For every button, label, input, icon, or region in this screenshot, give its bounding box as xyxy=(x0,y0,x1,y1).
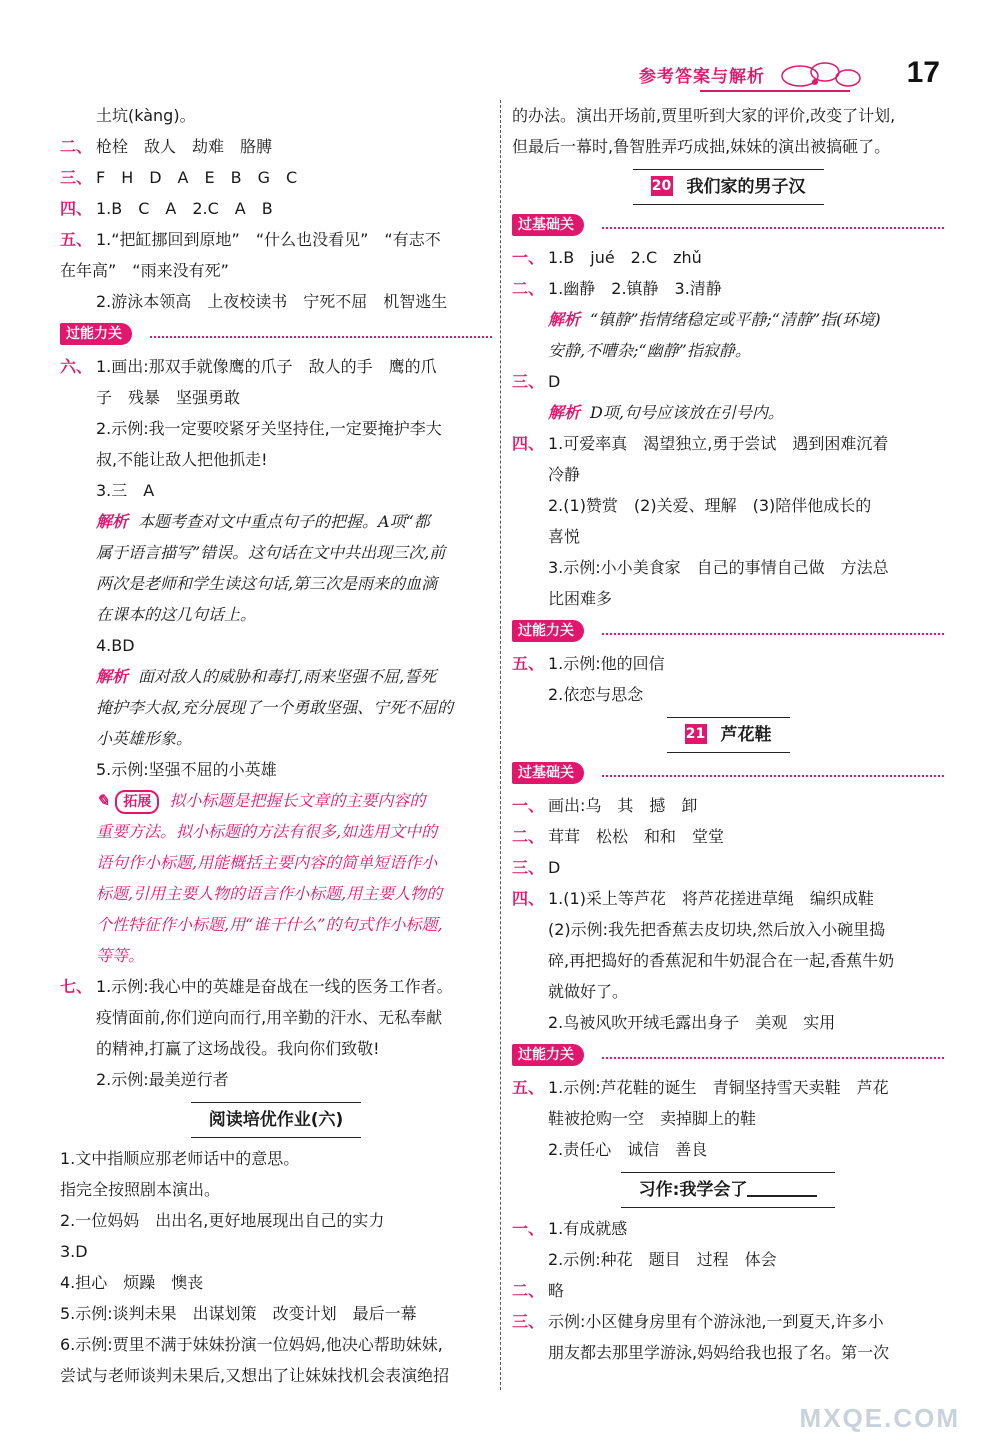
reading-answer: 1.文中指顺应那老师话中的意思。 xyxy=(60,1149,300,1168)
text-line: 但最后一幕时,鲁智胜弄巧成拙,妹妹的演出被搞砸了。 xyxy=(512,137,891,156)
extension-block: ✎ 拓展 拟小标题是把握长文章的主要内容的 xyxy=(60,785,492,816)
reading-answer: 5.示例:谈判未果 出谋划策 改变计划 最后一幕 xyxy=(60,1304,417,1323)
ability-label xyxy=(512,1040,944,1070)
text-line: 的办法。演出开场前,贾里听到大家的评价,改变了计划, xyxy=(512,106,896,125)
right-column xyxy=(512,100,944,1368)
question-4: 四、 1.(1)采上等芦花 将芦花搓进草绳 编织成鞋 xyxy=(512,889,874,908)
question-1: 一、 1.有成就感 xyxy=(512,1219,628,1238)
basic-badge: 过基础关 xyxy=(512,214,584,236)
page-header xyxy=(620,56,940,96)
text-line: 比困难多 xyxy=(548,589,613,608)
analysis-block: 解析 本题考查对文中重点句子的把握。A项“都 xyxy=(96,512,430,531)
question-3: 三、 D xyxy=(512,858,561,877)
question-3: 三、 D xyxy=(512,372,561,391)
text-line: 2.(1)赞赏 (2)关爱、理解 (3)陪伴他成长的 xyxy=(548,496,872,515)
question-1: 一、 1.B jué 2.C zhǔ xyxy=(512,248,702,267)
question-4: 四、 1.可爱率真 渴望独立,勇于尝试 遇到困难沉着 xyxy=(512,434,889,453)
ability-badge: 过能力关 xyxy=(512,1044,584,1066)
text-line: 5.示例:坚强不屈的小英雄 xyxy=(96,760,277,779)
question-5: 五、 1.示例:他的回信 xyxy=(512,654,665,673)
basic-label xyxy=(512,210,944,240)
text-line: 鞋被抢购一空 卖掉脚上的鞋 xyxy=(548,1109,757,1128)
text-line: 就做好了。 xyxy=(548,982,629,1001)
text-line: 冷静 xyxy=(548,465,581,484)
ability-label xyxy=(60,319,492,349)
page-number: 17 xyxy=(906,56,940,89)
text-line: 重要方法。拟小标题的方法有很多,如选用文中的 xyxy=(96,822,438,841)
question-2: 二、 枪栓 敌人 劫难 胳膊 xyxy=(60,137,273,156)
text-line: 安静,不嘈杂;“幽静”指寂静。 xyxy=(548,341,751,360)
text-line: 4.BD xyxy=(96,636,135,655)
text-line: (2)示例:我先把香蕉去皮切块,然后放入小碗里捣 xyxy=(548,920,886,939)
text-line: 等等。 xyxy=(96,946,145,965)
text-line: 叔,不能让敌人把他抓走! xyxy=(96,450,268,469)
header-title: 参考答案与解析 xyxy=(639,67,765,87)
ability-label xyxy=(512,616,944,646)
text-line: 2.游泳本领高 上夜校读书 宁死不屈 机智逃生 xyxy=(96,292,448,311)
text-line: 的精神,打赢了这场战役。我向你们致敬! xyxy=(96,1039,380,1058)
text-line: 2.示例:种花 题目 过程 体会 xyxy=(548,1250,777,1269)
text-line: 3.示例:小小美食家 自己的事情自己做 方法总 xyxy=(548,558,889,577)
text-line: 碎,再把捣好的香蕉泥和牛奶混合在一起,香蕉牛奶 xyxy=(548,951,895,970)
ability-badge: 过能力关 xyxy=(60,323,132,345)
fill-blank xyxy=(747,1179,817,1197)
reading-answer: 尝试与老师谈判未果后,又想出了让妹妹找机会表演绝招 xyxy=(60,1366,450,1385)
left-column xyxy=(60,100,492,1391)
question-6: 六、 1.画出:那双手就像鹰的爪子 敌人的手 鹰的爪 xyxy=(60,357,437,376)
text-line: 在年高” “雨来没有死” xyxy=(60,261,229,280)
question-3: 三、 示例:小区健身房里有个游泳池,一到夏天,许多小 xyxy=(512,1312,884,1331)
text-line: 2.责任心 诚信 善良 xyxy=(548,1140,708,1159)
reading-answer: 指完全按照剧本演出。 xyxy=(60,1180,221,1199)
question-7: 七、 1.示例:我心中的英雄是奋战在一线的医务工作者。 xyxy=(60,977,453,996)
flower-decoration-icon xyxy=(770,56,870,92)
lesson-number-badge: 21 xyxy=(685,726,706,742)
text-line: 在课本的这几句话上。 xyxy=(96,605,257,624)
pencil-icon: ✎ xyxy=(96,791,110,810)
question-5: 五、 1.示例:芦花鞋的诞生 青铜坚持雪天卖鞋 芦花 xyxy=(512,1078,889,1097)
column-divider xyxy=(500,100,501,1390)
lesson-number-badge: 20 xyxy=(651,178,672,194)
basic-label xyxy=(512,758,944,788)
text-line: 小英雄形象。 xyxy=(96,729,193,748)
question-4: 四、 1.B C A 2.C A B xyxy=(60,199,273,218)
reading-answer: 3.D xyxy=(60,1242,88,1261)
text-line: 属于语言描写”错误。这句话在文中共出现三次,前 xyxy=(96,543,446,562)
analysis-block: 解析 D项,句号应该放在引号内。 xyxy=(548,403,784,422)
text-line: 疫情面前,你们逆向而行,用辛勤的汗水、无私奉献 xyxy=(96,1008,443,1027)
analysis-block: 解析 面对敌人的威胁和毒打,雨来坚强不屈,誓死 xyxy=(96,667,437,686)
lesson-20-title: 20 我们家的男子汉 xyxy=(512,166,944,206)
reading-section-title: 阅读培优作业(六) xyxy=(60,1099,492,1139)
question-2: 二、 略 xyxy=(512,1281,565,1300)
question-1: 一、 画出:乌 其 撼 卸 xyxy=(512,796,698,815)
reading-answer: 4.担心 烦躁 懊丧 xyxy=(60,1273,204,1292)
text-line: 2.示例:最美逆行者 xyxy=(96,1070,229,1089)
text-line: 喜悦 xyxy=(548,527,581,546)
text-line: 语句作小标题,用能概括主要内容的简单短语作小 xyxy=(96,853,438,872)
basic-badge: 过基础关 xyxy=(512,762,584,784)
question-5: 五、 1.“把缸挪回到原地” “什么也没看见” “有志不 xyxy=(60,230,441,249)
text-line: 朋友都去那里学游泳,妈妈给我也报了名。第一次 xyxy=(548,1343,890,1362)
text-line: 个性特征作小标题,用“谁干什么”的句式作小标题, xyxy=(96,915,443,934)
composition-title: 习作:我学会了 xyxy=(512,1169,944,1209)
text-line: 土坑(kàng)。 xyxy=(96,106,196,125)
reading-answer: 6.示例:贾里不满于妹妹扮演一位妈妈,他决心帮助妹妹, xyxy=(60,1335,443,1354)
ability-badge: 过能力关 xyxy=(512,620,584,642)
text-line: 两次是老师和学生读这句话,第三次是雨来的血滴 xyxy=(96,574,438,593)
question-2: 二、 茸茸 松松 和和 堂堂 xyxy=(512,827,725,846)
text-line: 掩护李大叔,充分展现了一个勇敢坚强、宁死不屈的 xyxy=(96,698,454,717)
text-line: 子 残暴 坚强勇敢 xyxy=(96,388,241,407)
text-line: 2.示例:我一定要咬紧牙关坚持住,一定要掩护李大 xyxy=(96,419,442,438)
watermark-logo: MXQE.COM xyxy=(799,1403,960,1433)
lesson-21-title: 21 芦花鞋 xyxy=(512,714,944,754)
text-line: 2.鸟被风吹开绒毛露出身子 美观 实用 xyxy=(548,1013,836,1032)
text-line: 2.依恋与思念 xyxy=(548,685,644,704)
text-line: 3.三 A xyxy=(96,481,155,500)
text-line: 标题,引用主要人物的语言作小标题,用主要人物的 xyxy=(96,884,443,903)
analysis-block: 解析 “镇静”指情绪稳定或平静;“清静”指(环境) xyxy=(548,310,881,329)
reading-answer: 2.一位妈妈 出出名,更好地展现出自己的实力 xyxy=(60,1211,385,1230)
question-2: 二、 1.幽静 2.镇静 3.清静 xyxy=(512,279,722,298)
question-3: 三、 F H D A E B G C xyxy=(60,168,298,187)
